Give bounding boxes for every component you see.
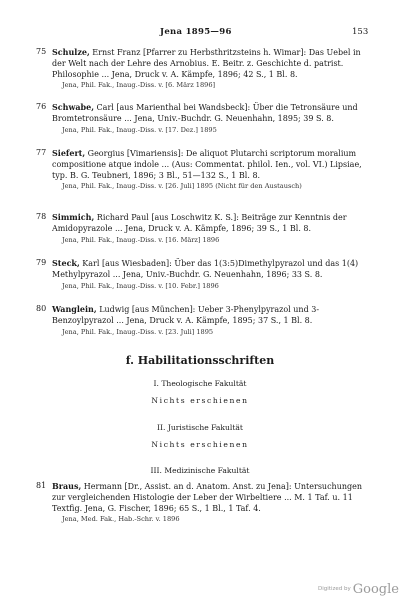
entry-text: Ludwig [aus München]: Ueber 3-Phenylpyrazol und 3-Benzoylpyrazol ... Jena, Druck v. A. Kämpfe, 1895; 37 S., 1 Bl. 8. <box>52 305 320 325</box>
section-heading: f. Habilitationsschriften <box>125 354 275 367</box>
entry-body <box>52 102 370 135</box>
faculty-status-law: Nichts erschienen <box>151 440 249 449</box>
entry-author: Siefert, <box>52 148 86 158</box>
entry-text: Carl [aus Marienthal bei Wandsbeck]: Über die Tetronsäure und Bromtetronsäure ... Jena, Univ.-Buchdr. G. Neuenhahn, 1895; 39 S. 8. <box>52 103 358 123</box>
entry-number: 76 <box>36 102 47 111</box>
entry-body <box>52 481 370 524</box>
entry-note: Jena, Phil. Fak., Inaug.-Diss. v. [26. Juli] 1895 (Nicht für den Austausch) <box>62 182 302 191</box>
entry-body <box>52 212 370 245</box>
entry-body <box>52 148 370 191</box>
faculty-status-theology: Nichts erschienen <box>151 396 249 405</box>
entry-text: Hermann [Dr., Assist. an d. Anatom. Anst. zu Jena]: Untersuchungen zur vergleichenden Histologie der Leber der Wirbeltiere ... M. 1 Taf. u. 11 Textfig. Jena, G. Fischer, 1896; 65 S., 1 Bl., 1 Taf. 4. <box>52 482 363 513</box>
digitized-watermark <box>318 578 399 597</box>
entry-note: Jena, Phil. Fak., Inaug.-Diss. v. [6. März 1896] <box>62 81 216 90</box>
page-header <box>0 27 400 41</box>
entry-note: Jena, Phil. Fak., Inaug.-Diss. v. [17. Dez.] 1895 <box>62 125 217 134</box>
entry-author: Wanglein, <box>52 304 97 314</box>
watermark-caption: Digitized by <box>318 586 351 592</box>
entry-author: Schulze, <box>52 47 90 57</box>
entry-author: Simmich, <box>52 212 95 222</box>
entry-number: 77 <box>36 148 47 157</box>
entry-number: 78 <box>36 212 47 221</box>
faculty-heading-law: II. Juristische Fakultät <box>157 423 243 432</box>
entry-text: Karl [aus Wiesbaden]: Über das 1(3:5)Dimethylpyrazol und das 1(4) Methylpyrazol ... Jena, Univ.-Buchdr. G. Neuenhahn, 1896; 33 S. 8. <box>52 259 359 279</box>
entry-body <box>52 47 370 90</box>
entry-number: 80 <box>36 304 47 313</box>
entry-author: Steck, <box>52 258 80 268</box>
entry-number: 81 <box>36 481 47 490</box>
entry-number: 79 <box>36 258 47 267</box>
faculty-heading-medicine: III. Medizinische Fakultät <box>150 466 250 475</box>
entry-author: Schwabe, <box>52 102 95 112</box>
entry-text: Ernst Franz [Pfarrer zu Herbsthritzsteins h. Wimar]: Das Uebel in der Welt nach der Lehre des Arnobius. E. Beitr. z. Geschichte d. patrist. Philosophie ... Jena, Druck v. A. Kämpfe, 1896; 42 S., 1 Bl. 8. <box>52 48 361 79</box>
entry-number: 75 <box>36 47 47 56</box>
entry-note: Jena, Phil. Fak., Inaug.-Diss. v. [10. Febr.] 1896 <box>62 281 219 290</box>
running-title: Jena 1895—96 <box>160 27 232 37</box>
page-number: 153 <box>352 27 369 37</box>
faculty-heading-theology: I. Theologische Fakultät <box>153 379 247 388</box>
google-logo: Google <box>352 582 399 597</box>
entry-text: Georgius [Vimariensis]: De aliquot Plutarchi scriptorum moralium compositione atque indole ... (Aus: Commentat. philol. Ien., vol. VI.) Lipsiae, typ. B. G. Teubneri, 1896; 3 Bl., 51—132 S., 1 Bl. 8. <box>52 149 362 180</box>
entry-note: Jena, Med. Fak., Hab.-Schr. v. 1896 <box>62 515 180 524</box>
entry-note: Jena, Phil. Fak., Inaug.-Diss. v. [23. Juli] 1895 <box>62 327 214 336</box>
entry-note: Jena, Phil. Fak., Inaug.-Diss. v. [16. März] 1896 <box>62 235 220 244</box>
entry-text: Richard Paul [aus Loschwitz K. S.]: Beiträge zur Kenntnis der Amidopyrazole ... Jena, Druck v. A. Kämpfe, 1896; 39 S., 1 Bl. 8. <box>52 213 347 233</box>
entry-body <box>52 258 370 291</box>
entry-body <box>52 304 370 337</box>
entry-author: Braus, <box>52 481 82 491</box>
